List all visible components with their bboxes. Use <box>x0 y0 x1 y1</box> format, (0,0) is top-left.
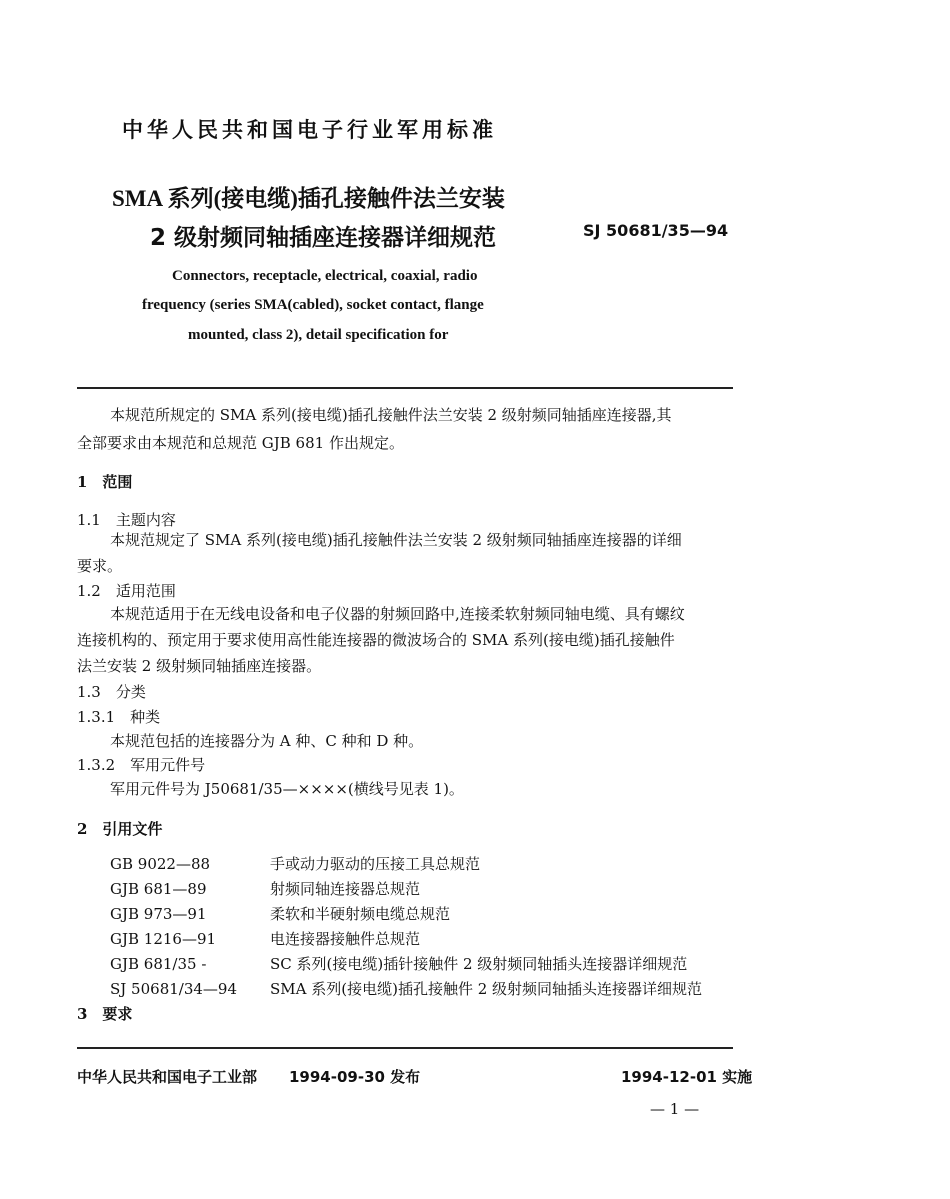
reference-code: SJ 50681/34—94 <box>110 980 238 998</box>
section-1-2-heading: 1.2 适用范围 <box>77 582 176 600</box>
intro-line-2: 全部要求由本规范和总规范 GJB 681 作出规定。 <box>77 434 404 452</box>
reference-title: 柔软和半硬射频电缆总规范 <box>270 905 451 923</box>
section-1-1-text-1: 本规范规定了 SMA 系列(接电缆)插孔接触件法兰安装 2 级射频同轴插座连接器的详细 <box>110 531 682 549</box>
reference-code: GJB 681/35 - <box>110 955 207 973</box>
standard-category: 中华人民共和国电子行业军用标准 <box>122 118 497 142</box>
reference-title: 手或动力驱动的压接工具总规范 <box>270 855 481 873</box>
footer-issuer: 中华人民共和国电子工业部 <box>77 1068 258 1086</box>
english-title-line-3: mounted, class 2), detail specification for <box>188 327 449 343</box>
section-1-1-text-2: 要求。 <box>77 557 123 575</box>
standard-code: SJ 50681/35—94 <box>583 221 729 240</box>
section-1-1-heading: 1.1 主题内容 <box>77 511 176 529</box>
section-1-3-1-text: 本规范包括的连接器分为 A 种、C 种和 D 种。 <box>110 732 424 750</box>
reference-title: 电连接器接触件总规范 <box>270 930 421 948</box>
title-line-2: 2 级射频同轴插座连接器详细规范 <box>150 225 497 251</box>
reference-code: GJB 681—89 <box>110 880 207 898</box>
footer-issue-date: 1994-09-30 发布 <box>289 1068 421 1086</box>
section-3-heading: 3 要求 <box>77 1005 133 1023</box>
section-2-heading: 2 引用文件 <box>77 820 163 838</box>
section-1-2-text-1: 本规范适用于在无线电设备和电子仪器的射频回路中,连接柔软射频同轴电缆、具有螺纹 <box>110 605 685 623</box>
reference-code: GB 9022—88 <box>110 855 211 873</box>
english-title-line-2: frequency (series SMA(cabled), socket contact, flange <box>142 297 484 313</box>
section-1-3-1-heading: 1.3.1 种类 <box>77 708 161 726</box>
footer-effective-date: 1994-12-01 实施 <box>621 1068 753 1086</box>
section-1-heading: 1 范围 <box>77 473 133 491</box>
reference-code: GJB 973—91 <box>110 905 207 923</box>
reference-code: GJB 1216—91 <box>110 930 217 948</box>
bottom-rule <box>77 1047 733 1049</box>
section-1-3-2-heading: 1.3.2 军用元件号 <box>77 756 206 774</box>
section-1-2-text-2: 连接机构的、预定用于要求使用高性能连接器的微波场合的 SMA 系列(接电缆)插孔接触件 <box>77 631 675 649</box>
title-line-1: SMA 系列(接电缆)插孔接触件法兰安装 <box>112 186 505 211</box>
section-1-3-2-text: 军用元件号为 J50681/35—××××(横线号见表 1)。 <box>110 780 464 798</box>
section-1-2-text-3: 法兰安装 2 级射频同轴插座连接器。 <box>77 657 322 675</box>
reference-title: 射频同轴连接器总规范 <box>270 880 421 898</box>
top-rule <box>77 387 733 389</box>
english-title-line-1: Connectors, receptacle, electrical, coaxial, radio <box>172 268 478 284</box>
reference-title: SMA 系列(接电缆)插孔接触件 2 级射频同轴插头连接器详细规范 <box>270 980 703 998</box>
page-number: — 1 — <box>650 1100 700 1118</box>
reference-title: SC 系列(接电缆)插针接触件 2 级射频同轴插头连接器详细规范 <box>270 955 688 973</box>
intro-line-1: 本规范所规定的 SMA 系列(接电缆)插孔接触件法兰安装 2 级射频同轴插座连接器,其 <box>110 406 672 424</box>
section-1-3-heading: 1.3 分类 <box>77 683 146 701</box>
